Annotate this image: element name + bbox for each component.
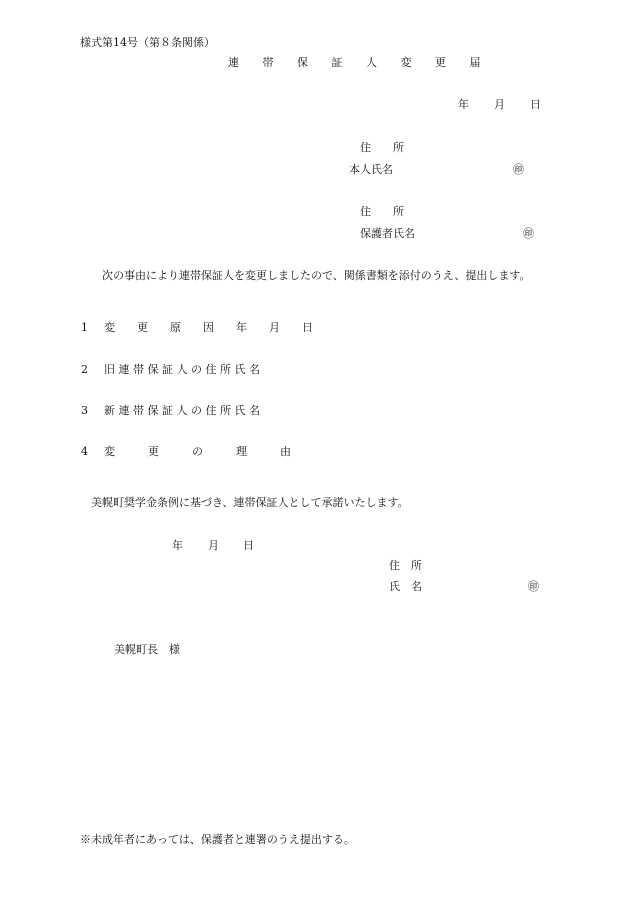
- applicant-seal-mark: ㊞: [513, 163, 524, 176]
- page-title: 連 帯 保 証 人 変 更 届: [228, 56, 491, 69]
- item-label: 旧 連 帯 保 証 人 の 住 所 氏 名: [104, 363, 260, 376]
- applicant-name-label: 本人氏名: [349, 163, 393, 176]
- guardian-address-label: 住 所: [360, 205, 404, 218]
- guarantor-seal-mark: ㊞: [528, 580, 539, 593]
- form-number: 様式第14号（第８条関係）: [80, 36, 215, 49]
- item-number: 2: [81, 363, 88, 376]
- statement-text: 次の事由により連帯保証人を変更しましたので、関係書類を添付のうえ、提出します。: [102, 269, 531, 282]
- date-year-label: 年: [458, 98, 469, 111]
- guardian-name-label: 保護者氏名: [360, 227, 415, 240]
- addressee: 美幌町長 様: [114, 643, 180, 656]
- date-day-label: 日: [243, 539, 254, 552]
- footnote: ※未成年者にあっては、保護者と連署のうえ提出する。: [80, 833, 355, 846]
- guarantor-name-label: 氏 名: [389, 580, 422, 593]
- date-year-label: 年: [172, 539, 183, 552]
- guardian-seal-mark: ㊞: [523, 227, 534, 240]
- item-number: 3: [81, 404, 88, 417]
- date-day-label: 日: [530, 98, 541, 111]
- item-number: 1: [81, 321, 88, 334]
- item-label: 変 更 の 理 由: [104, 445, 291, 458]
- date-month-label: 月: [208, 539, 219, 552]
- item-number: 4: [81, 445, 88, 458]
- item-label: 変 更 原 因 年 月 日: [104, 321, 313, 334]
- consent-text: 美幌町奨学金条例に基づき、連帯保証人として承諾いたします。: [91, 496, 409, 509]
- guarantor-address-label: 住 所: [389, 559, 422, 572]
- date-month-label: 月: [494, 98, 505, 111]
- applicant-address-label: 住 所: [360, 141, 404, 154]
- item-label: 新 連 帯 保 証 人 の 住 所 氏 名: [104, 404, 260, 417]
